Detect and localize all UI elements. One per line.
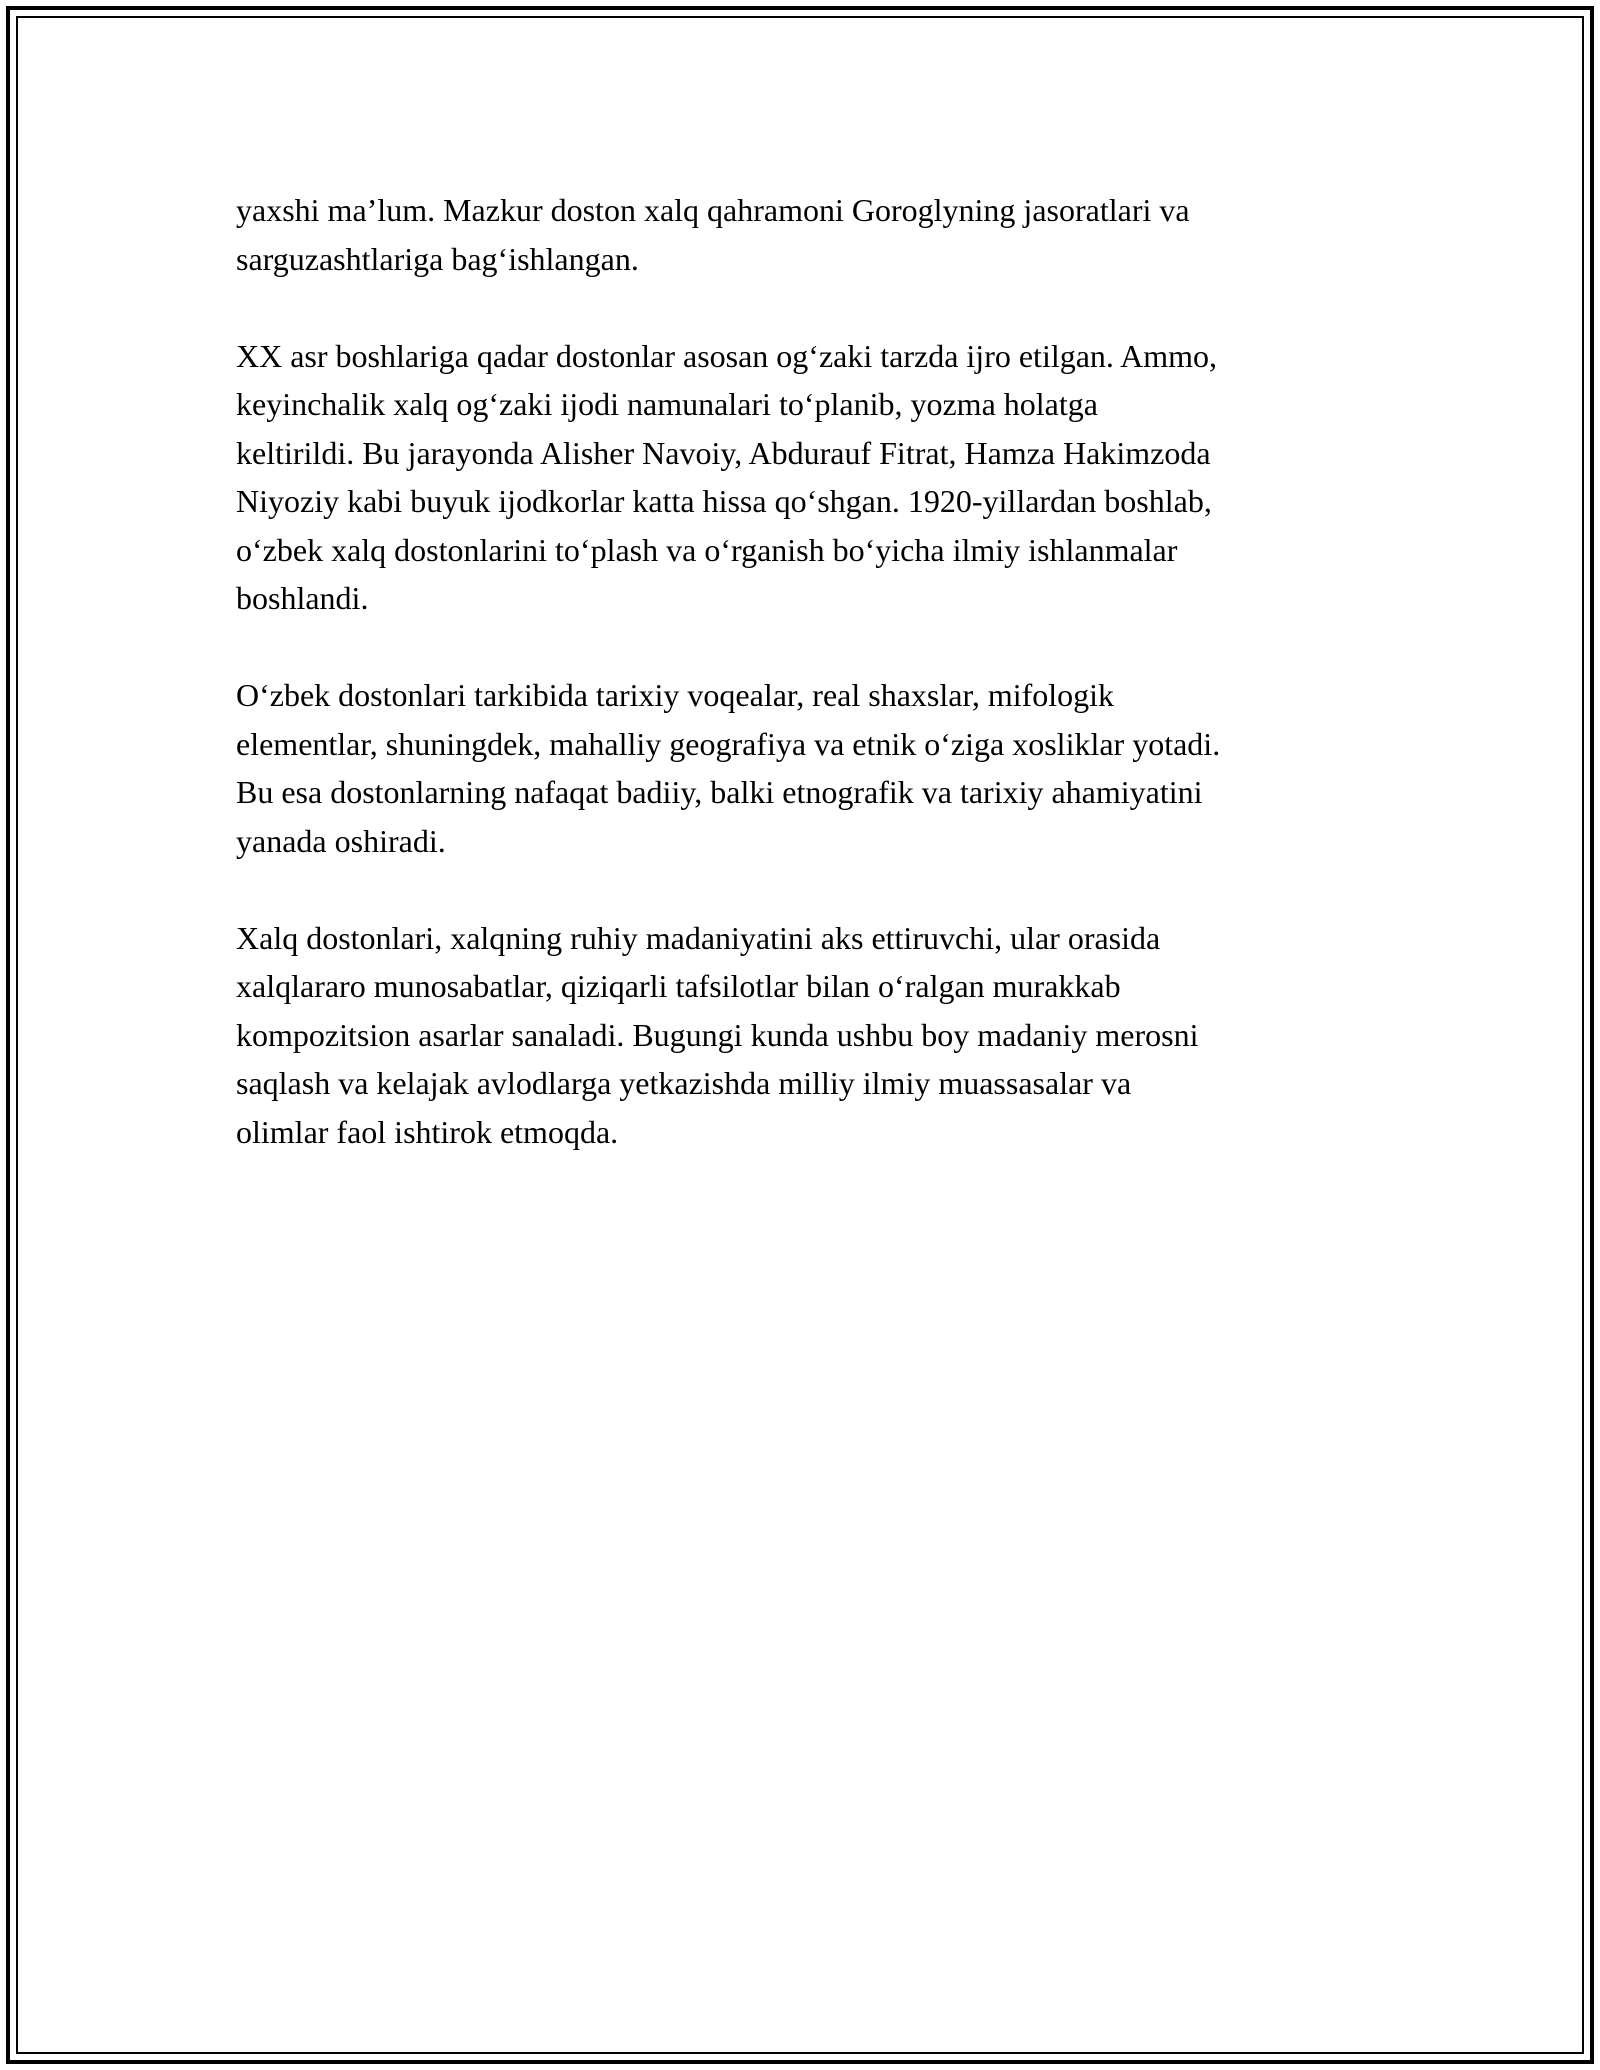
paragraph-line: Bu esa dostonlarning nafaqat badiiy, balki etnografik va tarixiy ahamiyatini: [236, 774, 1203, 810]
paragraph-line: olimlar faol ishtirok etmoqda.: [236, 1113, 619, 1150]
paragraph-line: saqlash va kelajak avlodlarga yetkazishda milliy ilmiy muassasalar va: [236, 1065, 1132, 1101]
paragraph-line: Niyoziy kabi buyuk ijodkorlar katta hissa qo‘shgan. 1920-yillardan boshlab,: [236, 483, 1212, 519]
paragraph-line: XX asr boshlariga qadar dostonlar asosan og‘zaki tarzda ijro etilgan. Ammo,: [236, 337, 1218, 374]
paragraph-line: yaxshi ma’lum. Mazkur doston xalq qahramoni Goroglyning jasoratlari va: [236, 192, 1190, 228]
paragraph-line: keltirildi. Bu jarayonda Alisher Navoiy, Abdurauf Fitrat, Hamza Hakimzoda: [236, 434, 1211, 471]
paragraph-line: boshlandi.: [236, 580, 369, 616]
paragraph-line: elementlar, shuningdek, mahalliy geografiya va etnik o‘ziga xosliklar yotadi.: [236, 725, 1221, 762]
paragraph-line: O‘zbek dostonlari tarkibida tarixiy voqealar, real shaxslar, mifologik: [236, 677, 1115, 713]
paragraph-line: yanada oshiradi.: [236, 822, 446, 859]
paragraph-line: keyinchalik xalq og‘zaki ijodi namunalari to‘planib, yozma holatga: [236, 386, 1098, 422]
paragraph-3: [236, 671, 1396, 865]
paragraph-line: kompozitsion asarlar sanaladi. Bugungi kunda ushbu boy madaniy merosni: [236, 1016, 1199, 1053]
paragraph-4: [236, 914, 1396, 1157]
paragraph-line: Xalq dostonlari, xalqning ruhiy madaniyatini aks ettiruvchi, ular orasida: [236, 919, 1161, 956]
paragraph-1: [236, 186, 1396, 283]
document-body: [236, 186, 1396, 1205]
paragraph-line: sarguzashtlariga bag‘ishlangan.: [236, 240, 639, 277]
paragraph-line: o‘zbek xalq dostonlarini to‘plash va o‘rganish bo‘yicha ilmiy ishlanmalar: [236, 531, 1178, 568]
paragraph-2: [236, 332, 1396, 623]
paragraph-line: xalqlararo munosabatlar, qiziqarli tafsilotlar bilan o‘ralgan murakkab: [236, 968, 1121, 1004]
